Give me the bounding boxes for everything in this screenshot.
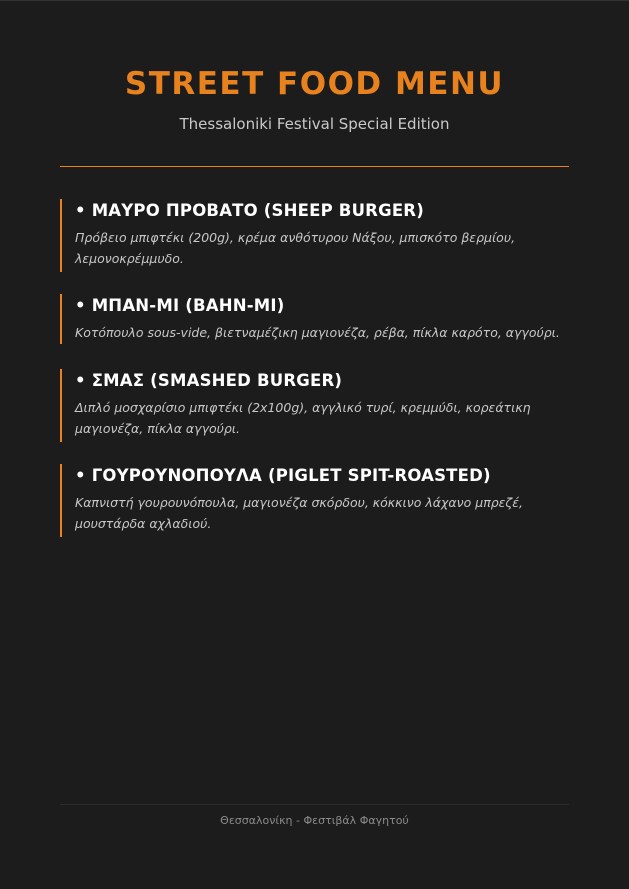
- menu-item-name: • ΓΟΥΡΟΥΝΟΠΟΥΛΑ (PIGLET SPIT-ROASTED): [75, 466, 491, 485]
- footer-divider: [60, 804, 569, 805]
- menu-item-smashed-burger: [60, 369, 569, 442]
- menu-item-name: • ΜΠΑΝ-ΜΙ (BAHN-MI): [75, 296, 285, 315]
- menu-item-piglet: [60, 464, 569, 537]
- menu-item-name: • ΜΑΥΡΟ ΠΡΟΒΑΤΟ (SHEEP BURGER): [75, 201, 424, 220]
- header-divider: [60, 166, 569, 167]
- menu-item-bahn-mi: [60, 294, 569, 344]
- menu-item-name: • ΣΜΑΣ (SMASHED BURGER): [75, 371, 343, 390]
- menu-item-description: Καπνιστή γουρουνόπουλα, μαγιονέζα σκόρδου, κόκκινο λάχανο μπρεζέ, μουστάρδα αχλαδιού.: [75, 495, 523, 531]
- menu-item-description: Πρόβειο μπιφτέκι (200g), κρέμα ανθότυρου Νάξου, μπισκότο βερμίου, λεμονοκρέμμυδο.: [75, 230, 516, 266]
- menu-item-sheep-burger: [60, 199, 569, 272]
- menu-item-description: Διπλό μοσχαρίσιο μπιφτέκι (2x100g), αγγλικό τυρί, κρεμμύδι, κορεάτικη μαγιονέζα, πίκλα αγγούρι.: [75, 400, 531, 436]
- footer-text: Θεσσαλονίκη - Φεστιβάλ Φαγητού: [220, 814, 409, 827]
- menu-title: STREET FOOD MENU: [124, 66, 505, 102]
- menu-subtitle: Thessaloniki Festival Special Edition: [179, 115, 450, 133]
- menu-item-description: Κοτόπουλο sous-vide, βιετναμέζικη μαγιονέζα, ρέβα, πίκλα καρότο, αγγούρι.: [75, 325, 560, 340]
